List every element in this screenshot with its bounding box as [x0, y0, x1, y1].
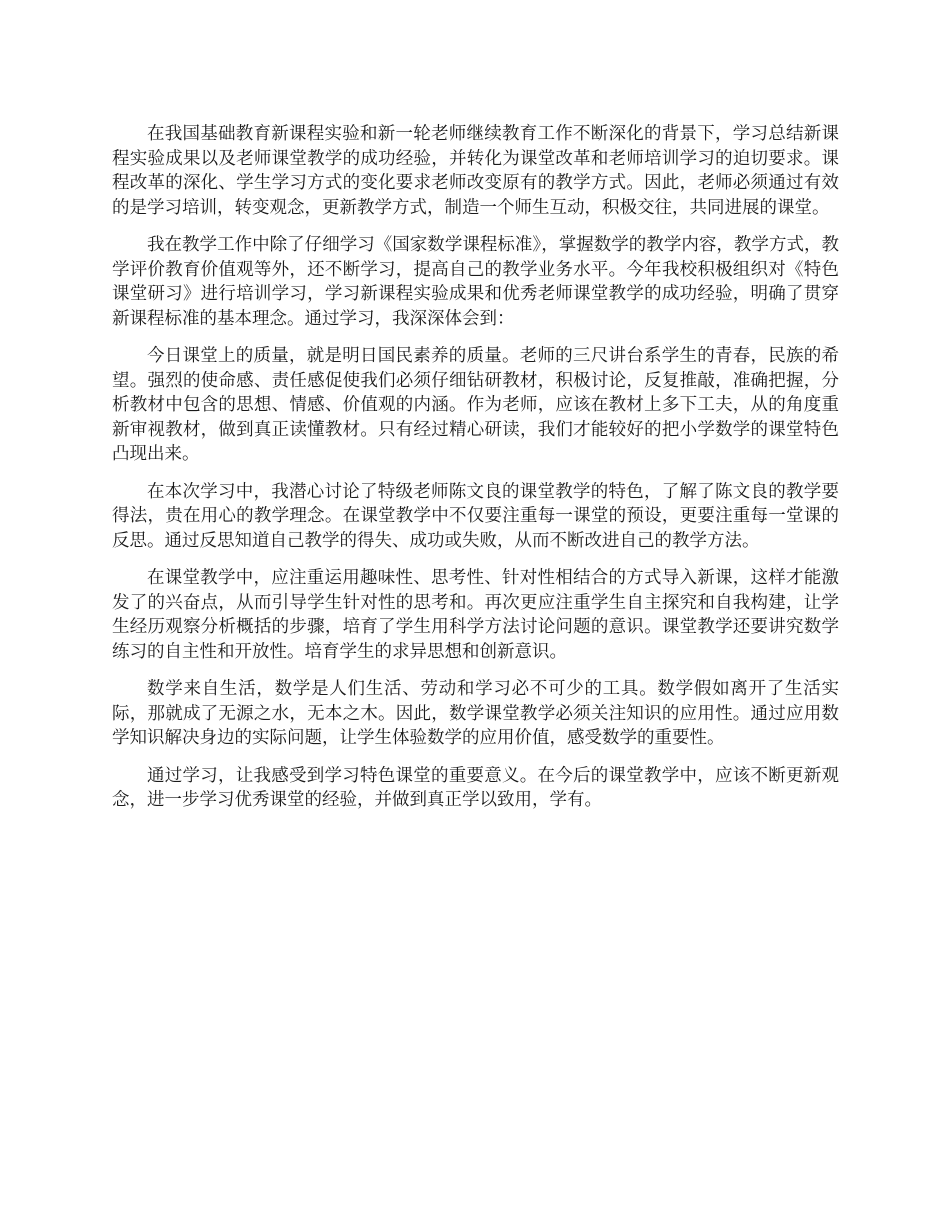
document-page [112, 122, 839, 826]
paragraph-7: 通过学习，让我感受到学习特色课堂的重要意义。在今后的课堂教学中，应该不断更新观念，进一步学习优秀课堂的经验，并做到真正学以致用，学有。 [112, 765, 839, 810]
paragraph-5: 在课堂教学中，应注重运用趣味性、思考性、针对性相结合的方式导入新课，这样才能激发了的兴奋点，从而引导学生针对性的思考和。再次更应注重学生自主探究和自我构建，让学生经历观察分析概括的步骤，培育了学生用科学方法讨论问题的意识。课堂教学还要讲究数学练习的自主性和开放性。培育学生的求异思想和创新意识。 [112, 568, 839, 662]
paragraph-6: 数学来自生活，数学是人们生活、劳动和学习必不可少的工具。数学假如离开了生活实际，那就成了无源之水，无本之木。因此，数学课堂教学必须关注知识的应用性。通过应用数学知识解决身边的实际问题，让学生体验数学的应用价值，感受数学的重要性。 [112, 679, 839, 748]
paragraph-3: 今日课堂上的质量，就是明日国民素养的质量。老师的三尺讲台系学生的青春，民族的希望。强烈的使命感、责任感促使我们必须仔细钻研教材，积极讨论，反复推敲，准确把握，分析教材中包含的思想、情感、价值观的内涵。作为老师，应该在教材上多下工夫，从的角度重新审视教材，做到真正读懂教材。只有经过精心研读，我们才能较好的把小学数学的课堂特色凸现出来。 [112, 346, 839, 464]
paragraph-1: 在我国基础教育新课程实验和新一轮老师继续教育工作不断深化的背景下，学习总结新课程实验成果以及老师课堂教学的成功经验，并转化为课堂改革和老师培训学习的迫切要求。课程改革的深化、学生学习方式的变化要求老师改变原有的教学方式。因此，老师必须通过有效的是学习培训，转变观念，更新教学方式，制造一个师生互动，积极交往，共同进展的课堂。 [112, 124, 839, 218]
paragraph-2: 我在教学工作中除了仔细学习《国家数学课程标准》，掌握数学的教学内容，教学方式，教学评价教育价值观等外，还不断学习，提高自己的教学业务水平。今年我校积极组织对《特色课堂研习》进行培训学习，学习新课程实验成果和优秀老师课堂教学的成功经验，明确了贯穿新课程标准的基本理念。通过学习，我深深体会到： [112, 235, 839, 329]
paragraph-4: 在本次学习中，我潜心讨论了特级老师陈文良的课堂教学的特色，了解了陈文良的教学要得法，贵在用心的教学理念。在课堂教学中不仅要注重每一课堂的预设，更要注重每一堂课的反思。通过反思知道自己教学的得失、成功或失败，从而不断改进自己的教学方法。 [112, 481, 839, 551]
